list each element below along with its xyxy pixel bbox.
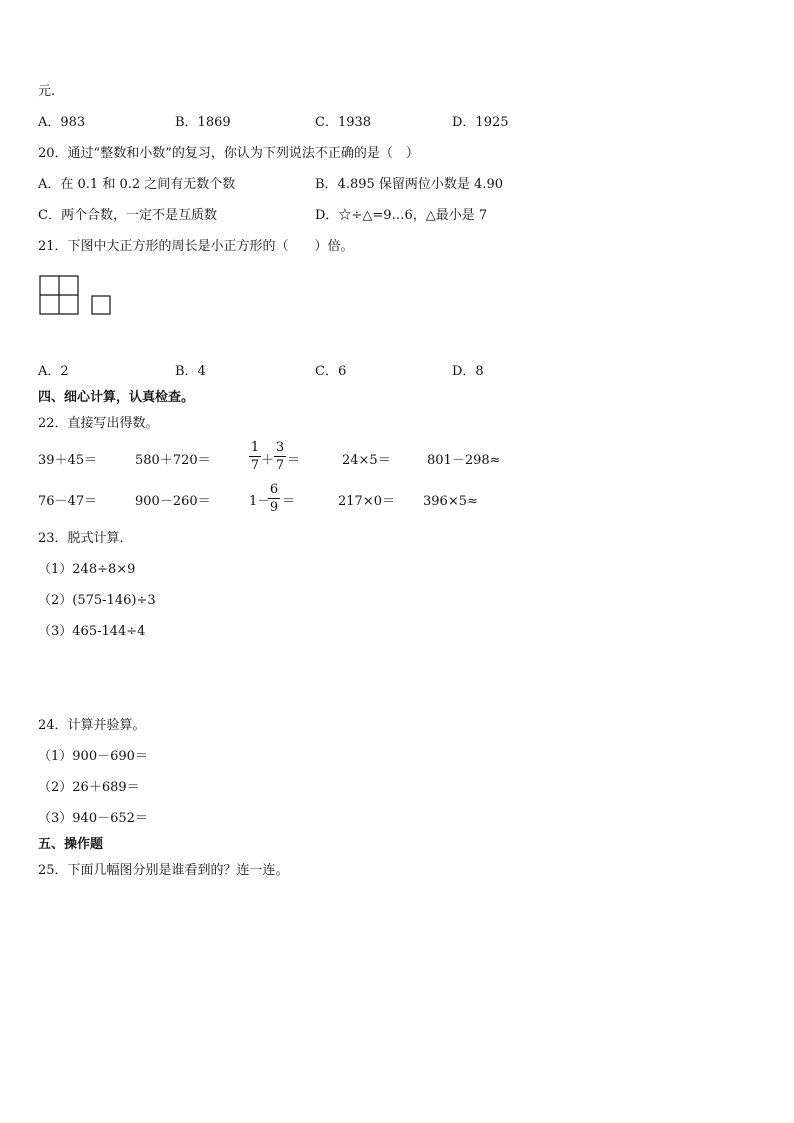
q19-tail: 元.: [38, 84, 56, 99]
calc-item: 39＋45＝: [38, 453, 98, 468]
q20-option-a[interactable]: A．在 0.1 和 0.2 之间有无数个数: [38, 177, 236, 192]
plus-sign: ＋: [261, 453, 275, 468]
q23-item-3: （3）465-144÷4: [38, 624, 146, 639]
q21-option-d[interactable]: D．8: [452, 364, 484, 379]
q21-stem: 21．下图中大正方形的周长是小正方形的（ ）倍。: [38, 239, 354, 254]
calc-item: 217×0＝: [338, 494, 395, 509]
q21-option-c[interactable]: C．6: [315, 364, 347, 379]
q21-option-a[interactable]: A．2: [38, 364, 69, 379]
q24-item-3: （3）940－652＝: [38, 811, 148, 826]
q24-item-2: （2）26＋689＝: [38, 780, 140, 795]
big-square: [40, 276, 78, 314]
numerator: 1: [250, 440, 260, 455]
fraction-bar: [249, 456, 261, 457]
calc-item: 24×5＝: [342, 453, 391, 468]
q19-option-b[interactable]: B．1869: [175, 115, 231, 130]
calc-item: 580＋720＝: [135, 453, 211, 468]
q24-stem: 24．计算并验算。: [38, 718, 146, 733]
fraction-6-9: [268, 482, 280, 515]
calc-item: 396×5≈: [423, 494, 478, 509]
denominator: 7: [250, 458, 260, 473]
equals-sign: ＝: [282, 494, 296, 509]
q25-stem: 25．下面几幅图分别是谁看到的？连一连。: [38, 863, 289, 878]
q20-option-b[interactable]: B．4.895 保留两位小数是 4.90: [315, 177, 503, 192]
q19-option-a[interactable]: A．983: [38, 115, 86, 130]
q20-option-c[interactable]: C．两个合数，一定不是互质数: [38, 208, 217, 223]
calc-item: 900－260＝: [135, 494, 211, 509]
q19-option-c[interactable]: C．1938: [315, 115, 372, 130]
denominator: 9: [269, 500, 279, 515]
q20-option-d[interactable]: D．☆÷△=9…6，△最小是 7: [315, 208, 488, 223]
squares-figure: [38, 274, 118, 316]
denominator: 7: [275, 458, 285, 473]
section-5-heading: 五、操作题: [38, 837, 104, 852]
q21-option-b[interactable]: B．4: [175, 364, 206, 379]
numerator: 6: [269, 482, 279, 497]
fraction-bar: [268, 498, 280, 499]
one-minus: 1－: [249, 494, 271, 509]
fraction-3-7: [274, 440, 286, 473]
q23-item-2: （2）(575-146)÷3: [38, 593, 156, 608]
fraction-1-7: [249, 440, 261, 473]
small-square: [92, 296, 110, 314]
numerator: 3: [275, 440, 285, 455]
calc-item: 76－47＝: [38, 494, 98, 509]
section-4-heading: 四、细心计算，认真检查。: [38, 390, 195, 405]
q22-stem: 22．直接写出得数。: [38, 416, 159, 431]
q20-stem: 20．通过“整数和小数”的复习，你认为下列说法不正确的是（ ）: [38, 146, 419, 161]
calc-item: 801－298≈: [427, 453, 501, 468]
q23-item-1: （1）248÷8×9: [38, 562, 136, 577]
equals-sign: ＝: [287, 453, 301, 468]
fraction-bar: [274, 456, 286, 457]
q23-stem: 23．脱式计算．: [38, 531, 133, 546]
q24-item-1: （1）900－690＝: [38, 749, 148, 764]
q19-option-d[interactable]: D．1925: [452, 115, 509, 130]
